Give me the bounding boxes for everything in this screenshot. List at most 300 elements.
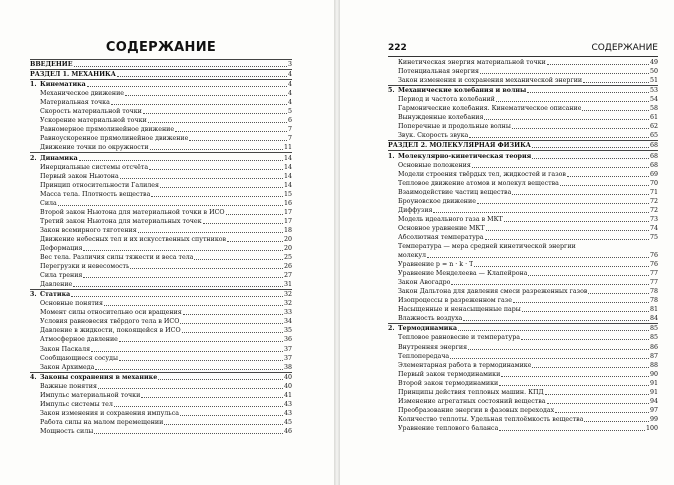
toc-leader-dots xyxy=(521,339,649,340)
toc-leader-dots xyxy=(499,385,649,386)
toc-entry-title: Импульс системы тел xyxy=(40,400,113,408)
toc-entry xyxy=(30,143,292,152)
toc-entry-title: Закон Архимеда xyxy=(40,363,95,371)
toc-entry-page: 20 xyxy=(283,244,292,252)
toc-leader-dots xyxy=(472,167,649,168)
toc-entry-page: 17 xyxy=(283,208,292,216)
toc-entry xyxy=(30,181,292,190)
toc-entry-page: 6 xyxy=(287,117,292,125)
toc-entry xyxy=(388,361,658,370)
toc-chapter xyxy=(388,85,658,95)
toc-entry-page: 68 xyxy=(649,161,658,169)
toc-leader-dots xyxy=(58,205,283,206)
toc-entry xyxy=(30,217,292,226)
toc-entry-title: Элементарная работа в термодинамике xyxy=(398,361,532,369)
toc-entry-title: Закон Дальтона для давления смеси разреженных газов xyxy=(398,288,588,296)
toc-chapter xyxy=(30,372,292,382)
toc-leader-dots xyxy=(175,131,287,132)
toc-entry-title: Принципы действия тепловых машин. КПД xyxy=(398,388,544,396)
toc-leader-dots xyxy=(79,160,283,161)
page-number: 222 xyxy=(388,43,407,53)
toc-entry xyxy=(30,172,292,181)
toc-leader-dots xyxy=(501,376,649,377)
toc-entry-page: 37 xyxy=(283,345,292,353)
toc-entry-title: Кинетическая энергия материальной точки xyxy=(398,59,546,67)
toc-leader-dots xyxy=(203,223,283,224)
toc-entry-title: Важные понятия xyxy=(40,382,97,390)
toc-entry xyxy=(388,58,658,67)
toc-entry-title: Уравнение теплового баланса xyxy=(398,424,499,432)
toc-leader-dots xyxy=(474,266,649,267)
toc-entry xyxy=(388,242,658,251)
toc-entry-title: Материальная точка xyxy=(40,99,110,107)
toc-entry-page: 43 xyxy=(283,409,292,417)
toc-entry-page: 68 xyxy=(649,152,658,160)
toc-entry-page: 73 xyxy=(649,215,658,223)
toc-section xyxy=(30,69,292,79)
toc-entry-title: Движение небесных тел и их искусственных спутников xyxy=(40,235,227,243)
toc-entry xyxy=(388,233,658,242)
toc-entry xyxy=(30,134,292,143)
toc-leader-dots xyxy=(547,403,649,404)
toc-leader-dots xyxy=(522,311,649,312)
toc-entry-title: Ускорение материальной точки xyxy=(40,117,147,125)
toc-entry xyxy=(388,352,658,361)
toc-leader-dots xyxy=(567,176,649,177)
toc-entry-number: 3. xyxy=(30,291,37,299)
toc-leader-dots xyxy=(83,250,283,251)
toc-entry-page: 14 xyxy=(283,181,292,189)
toc-leader-dots xyxy=(532,147,649,148)
toc-leader-dots xyxy=(130,268,283,269)
toc-leader-dots xyxy=(528,275,649,276)
toc-leader-dots xyxy=(582,110,649,111)
toc-chapter xyxy=(30,79,292,89)
toc-leader-dots xyxy=(138,232,283,233)
toc-entry-title: Принцип относительности Галилея xyxy=(40,181,160,189)
toc-entry xyxy=(388,370,658,379)
toc-entry-page: 77 xyxy=(649,270,658,278)
toc-entry xyxy=(30,280,292,289)
toc-entry-page: 31 xyxy=(283,281,292,289)
toc-leader-dots xyxy=(463,320,649,321)
toc-entry-page: 76 xyxy=(649,261,658,269)
toc-entry-page: 5 xyxy=(287,108,292,116)
toc-entry xyxy=(388,206,658,215)
toc-leader-dots xyxy=(226,214,283,215)
toc-entry-title: Броуновское движение xyxy=(398,197,476,205)
toc-entry xyxy=(30,208,292,217)
toc-entry-page: 20 xyxy=(283,235,292,243)
toc-entry-page: 4 xyxy=(287,90,292,98)
toc-entry-page: 35 xyxy=(283,327,292,335)
toc-leader-dots xyxy=(117,76,287,77)
toc-entry-page: 4 xyxy=(287,71,292,79)
toc-entry xyxy=(388,388,658,397)
toc-entry-title: Первый закон термодинамики xyxy=(398,370,501,378)
toc-leader-dots xyxy=(91,351,283,352)
toc-leader-dots xyxy=(477,203,649,204)
toc-entry xyxy=(388,113,658,122)
toc-entry xyxy=(30,116,292,125)
toc-entry-title: Вынужденные колебания xyxy=(398,114,484,122)
toc-entry-page: 74 xyxy=(649,224,658,232)
toc-leader-dots xyxy=(83,277,283,278)
toc-entry-page: 33 xyxy=(283,309,292,317)
toc-entry xyxy=(388,342,658,351)
toc-entry-title: Деформация xyxy=(40,244,83,252)
toc-entry xyxy=(30,190,292,199)
toc-entry-page: 32 xyxy=(283,291,292,299)
toc-entry-page: 45 xyxy=(283,418,292,426)
toc-entry-page: 77 xyxy=(649,279,658,287)
toc-entry-page: 3 xyxy=(287,61,292,69)
toc-entry-title: Уравнение Менделеева — Клапейрона xyxy=(398,270,528,278)
toc-entry-page: 70 xyxy=(649,179,658,187)
toc-entry xyxy=(388,269,658,278)
toc-leader-dots xyxy=(74,66,287,67)
toc-entry-title: Механическое движение xyxy=(40,90,125,98)
toc-leader-dots xyxy=(148,122,287,123)
toc-leader-dots xyxy=(547,64,649,65)
toc-entry-title: Гармонические колебания. Кинематическое описание xyxy=(398,105,582,113)
toc-entry-title: Преобразование энергии в фазовых переходах xyxy=(398,406,555,414)
toc-leader-dots xyxy=(513,302,649,303)
toc-entry-title: Скорость материальной точки xyxy=(40,108,142,116)
toc-entry xyxy=(388,161,658,170)
toc-entry-page: 76 xyxy=(649,252,658,260)
toc-entry xyxy=(388,415,658,424)
toc-entry xyxy=(388,224,658,233)
toc-leader-dots xyxy=(119,360,283,361)
toc-leader-dots xyxy=(499,430,645,431)
toc-leader-dots xyxy=(485,239,649,240)
toc-entry-page: 85 xyxy=(649,334,658,342)
toc-leader-dots xyxy=(484,119,649,120)
toc-entry xyxy=(388,406,658,415)
toc-entry-number: 1. xyxy=(30,81,37,89)
toc-entry-title: ВВЕДЕНИЕ xyxy=(30,61,73,69)
toc-leader-dots xyxy=(504,221,649,222)
toc-entry xyxy=(30,89,292,98)
toc-leader-dots xyxy=(458,330,649,331)
header-rule xyxy=(388,56,658,57)
toc-entry xyxy=(30,299,292,308)
toc-entry-page: 25 xyxy=(283,254,292,262)
toc-entry-title: Диффузия xyxy=(398,206,433,214)
toc-entry xyxy=(30,326,292,335)
toc-entry xyxy=(30,308,292,317)
toc-entry-page: 94 xyxy=(649,397,658,405)
toc-leader-dots xyxy=(194,259,283,260)
toc-entry xyxy=(30,163,292,172)
toc-entry-page: 91 xyxy=(649,388,658,396)
toc-entry-page: 54 xyxy=(649,96,658,104)
toc-entry-page: 72 xyxy=(649,206,658,214)
toc-entry-page: 78 xyxy=(649,288,658,296)
toc-leader-dots xyxy=(560,185,649,186)
toc-entry-title: Количество теплоты. Удельная теплоёмкость вещества xyxy=(398,415,584,423)
toc-entry-title: 2. Термодинамика xyxy=(388,325,458,333)
toc-section xyxy=(388,140,658,150)
toc-entry xyxy=(30,400,292,409)
toc-leader-dots xyxy=(87,86,287,87)
toc-entry-title: Тепловое движение атомов и молекул вещества xyxy=(398,179,559,187)
toc-entry-title: Первый закон Ньютона xyxy=(40,172,119,180)
toc-entry-page: 97 xyxy=(649,406,658,414)
toc-entry xyxy=(30,235,292,244)
toc-entry xyxy=(30,335,292,344)
toc-leader-dots xyxy=(119,341,283,342)
toc-entry-title: Перегрузки и невесомость xyxy=(40,263,130,271)
toc-section xyxy=(30,59,292,69)
toc-entry xyxy=(30,199,292,208)
toc-entry xyxy=(30,344,292,353)
toc-entry xyxy=(388,314,658,323)
toc-chapter xyxy=(388,323,658,333)
toc-entry-page: 4 xyxy=(287,99,292,107)
toc-leader-dots xyxy=(141,397,283,398)
toc-entry-page: 69 xyxy=(649,170,658,178)
toc-leader-dots xyxy=(125,95,287,96)
toc-leader-dots xyxy=(532,158,649,159)
toc-entry-title: 5. Механические колебания и волны xyxy=(388,87,527,95)
toc-entry-title: РАЗДЕЛ 2. МОЛЕКУЛЯРНАЯ ФИЗИКА xyxy=(388,142,531,150)
toc-entry-title: Закон Авогадро xyxy=(398,279,451,287)
toc-entry-title: Работа силы на малом перемещении xyxy=(40,418,164,426)
toc-entry xyxy=(388,397,658,406)
toc-entry xyxy=(388,379,658,388)
toc-chapter xyxy=(30,289,292,299)
toc-leader-dots xyxy=(512,128,649,129)
toc-entry-page: 34 xyxy=(283,318,292,326)
toc-leader-dots xyxy=(160,187,283,188)
toc-entry xyxy=(30,271,292,280)
toc-entry xyxy=(30,262,292,271)
toc-entry-number: 2. xyxy=(388,325,395,333)
toc-entry-page: 75 xyxy=(649,233,658,241)
toc-entry-title: Момент силы относительно оси вращения xyxy=(40,309,182,317)
toc-leader-dots xyxy=(496,101,649,102)
toc-leader-dots xyxy=(104,305,283,306)
toc-leader-dots xyxy=(189,140,287,141)
toc-leader-dots xyxy=(71,296,283,297)
toc-entry xyxy=(388,278,658,287)
toc-leader-dots xyxy=(469,137,649,138)
toc-entry-page: 43 xyxy=(283,400,292,408)
toc-entry-page: 53 xyxy=(649,87,658,95)
toc-leader-dots xyxy=(468,349,649,350)
toc-leader-dots xyxy=(480,73,649,74)
toc-entry-page: 61 xyxy=(649,114,658,122)
toc-entry-title: Модель идеального газа в МКТ xyxy=(398,215,503,223)
toc-entry-page: 81 xyxy=(649,306,658,314)
toc-entry-title: Закон всемирного тяготения xyxy=(40,226,137,234)
toc-leader-dots xyxy=(151,196,283,197)
toc-entry-title: Масса тела. Плотность вещества xyxy=(40,190,151,198)
toc-entry xyxy=(388,260,658,269)
toc-leader-dots xyxy=(94,433,283,434)
toc-entry-number: 2. xyxy=(30,154,37,162)
toc-entry-page: 7 xyxy=(287,126,292,134)
toc-entry-title: Закон Паскаля xyxy=(40,345,91,353)
toc-leader-dots xyxy=(158,379,283,380)
toc-entry-title: Движение точки по окружности xyxy=(40,144,149,152)
toc-entry-page: 14 xyxy=(283,172,292,180)
toc-list-left xyxy=(30,59,292,436)
toc-entry-title: молекул xyxy=(398,252,427,260)
toc-entry-page: 40 xyxy=(283,382,292,390)
toc-list-right xyxy=(388,58,658,433)
toc-entry-page: 40 xyxy=(283,373,292,381)
toc-entry-page: 17 xyxy=(283,217,292,225)
right-page xyxy=(340,0,674,485)
toc-entry-page: 49 xyxy=(649,59,658,67)
toc-entry-page: 91 xyxy=(649,379,658,387)
toc-entry-page: 18 xyxy=(283,226,292,234)
toc-entry-title: Основное уравнение МКТ xyxy=(398,224,485,232)
toc-entry-page: 68 xyxy=(649,142,658,150)
toc-leader-dots xyxy=(73,286,283,287)
toc-entry-page: 11 xyxy=(283,144,292,152)
toc-entry xyxy=(388,215,658,224)
toc-leader-dots xyxy=(512,194,649,195)
toc-entry-page: 7 xyxy=(287,135,292,143)
toc-leader-dots xyxy=(583,82,649,83)
toc-entry-title: Изопроцессы в разреженном газе xyxy=(398,297,512,305)
toc-entry xyxy=(388,76,658,85)
toc-entry-page: 71 xyxy=(649,188,658,196)
toc-entry-title: Второй закон термодинамики xyxy=(398,379,499,387)
toc-entry xyxy=(30,354,292,363)
toc-entry-title: Закон изменения и сохранения импульса xyxy=(40,409,179,417)
toc-entry-title: Сила xyxy=(40,199,57,207)
toc-leader-dots xyxy=(555,412,649,413)
toc-chapter xyxy=(388,150,658,160)
toc-entry-title: Давление в жидкости, покоящейся в ИСО xyxy=(40,327,181,335)
toc-entry-title: Закон изменения и сохранения механической энергии xyxy=(398,77,583,85)
toc-leader-dots xyxy=(95,369,283,370)
toc-entry-title: Основные положения xyxy=(398,161,471,169)
toc-entry-title: Мощность силы xyxy=(40,427,94,435)
toc-leader-dots xyxy=(164,424,283,425)
toc-entry-title: Тепловое равновесие и температура xyxy=(398,334,521,342)
toc-leader-dots xyxy=(433,212,649,213)
toc-entry-number: 4. xyxy=(30,373,37,381)
toc-entry-title: 4. Законы сохранения в механике xyxy=(30,373,158,381)
toc-entry xyxy=(388,424,658,433)
toc-entry-title: Основные понятия xyxy=(40,300,103,308)
toc-entry-page: 36 xyxy=(283,336,292,344)
toc-entry-title: Поперечные и продольные волны xyxy=(398,123,511,131)
toc-entry-title: Инерциальные системы отсчёта xyxy=(40,163,149,171)
toc-entry-title: 1. Кинематика xyxy=(30,81,86,89)
toc-entry-title: Равноускоренное прямолинейное движение xyxy=(40,135,189,143)
toc-entry-title: Потенциальная энергия xyxy=(398,68,479,76)
left-page xyxy=(0,0,334,485)
toc-entry-title: Вес тела. Различия силы тяжести и веса тела xyxy=(40,254,194,262)
toc-leader-dots xyxy=(120,178,283,179)
toc-leader-dots xyxy=(149,169,283,170)
toc-entry-title: Теплопередача xyxy=(398,352,450,360)
toc-entry-title: Давление xyxy=(40,281,73,289)
toc-entry-title: Изменение агрегатных состояний вещества xyxy=(398,397,546,405)
toc-entry-page: 58 xyxy=(649,105,658,113)
toc-leader-dots xyxy=(180,323,283,324)
toc-entry xyxy=(388,170,658,179)
toc-entry xyxy=(30,107,292,116)
toc-entry xyxy=(30,391,292,400)
toc-leader-dots xyxy=(545,394,649,395)
toc-entry xyxy=(388,251,658,260)
toc-entry xyxy=(30,382,292,391)
toc-entry-page: 100 xyxy=(645,424,658,432)
toc-entry-title: Влажность воздуха xyxy=(398,315,463,323)
toc-leader-dots xyxy=(111,104,287,105)
toc-entry-title: Атмосферное давление xyxy=(40,336,118,344)
toc-entry xyxy=(30,317,292,326)
toc-entry-page: 16 xyxy=(283,199,292,207)
toc-entry-page: 15 xyxy=(283,190,292,198)
toc-entry-page: 38 xyxy=(283,363,292,371)
toc-entry-title: Импульс материальной точки xyxy=(40,391,141,399)
toc-entry-title: Второй закон Ньютона для материальной точки в ИСО xyxy=(40,208,225,216)
toc-entry-page: 88 xyxy=(649,361,658,369)
toc-entry-number: 5. xyxy=(388,87,395,95)
toc-entry xyxy=(30,125,292,134)
toc-entry-page: 14 xyxy=(283,154,292,162)
toc-entry-title: Насыщенные и ненасыщенные пары xyxy=(398,306,521,314)
toc-entry xyxy=(30,98,292,107)
toc-entry-page: 4 xyxy=(287,81,292,89)
toc-entry-title: Сообщающиеся сосуды xyxy=(40,354,118,362)
toc-leader-dots xyxy=(98,388,283,389)
toc-entry-title: Период и частота колебаний xyxy=(398,96,495,104)
toc-entry-title: 2. Динамика xyxy=(30,154,78,162)
toc-leader-dots xyxy=(532,367,649,368)
toc-entry xyxy=(30,427,292,436)
toc-entry xyxy=(388,179,658,188)
toc-entry-title: Сила трения xyxy=(40,272,83,280)
toc-entry xyxy=(30,253,292,262)
toc-entry-page: 62 xyxy=(649,123,658,131)
toc-entry-page: 50 xyxy=(649,68,658,76)
toc-entry-title: Модели строения твёрдых тел, жидкостей и газов xyxy=(398,170,566,178)
toc-leader-dots xyxy=(588,293,649,294)
toc-entry-page: 27 xyxy=(283,272,292,280)
toc-leader-dots xyxy=(114,406,283,407)
toc-entry xyxy=(388,122,658,131)
toc-entry-page: 14 xyxy=(283,163,292,171)
toc-leader-dots xyxy=(180,415,283,416)
toc-entry-page: 90 xyxy=(649,370,658,378)
toc-leader-dots xyxy=(450,358,649,359)
toc-entry-title: Взаимодействие частиц вещества xyxy=(398,188,512,196)
toc-entry xyxy=(388,104,658,113)
toc-entry-title: Температура — мера средней кинетической энергии xyxy=(398,242,576,250)
toc-leader-dots xyxy=(527,92,649,93)
toc-entry xyxy=(30,409,292,418)
toc-entry xyxy=(388,95,658,104)
toc-entry-page: 41 xyxy=(283,391,292,399)
toc-entry-title: 3. Статика xyxy=(30,291,71,299)
toc-entry-title: Внутренняя энергия xyxy=(398,343,468,351)
toc-entry-page: 37 xyxy=(283,354,292,362)
toc-chapter xyxy=(30,152,292,162)
toc-leader-dots xyxy=(427,257,649,258)
toc-entry-page: 26 xyxy=(283,263,292,271)
toc-entry-title: Равномерное прямолинейное движение xyxy=(40,126,175,134)
